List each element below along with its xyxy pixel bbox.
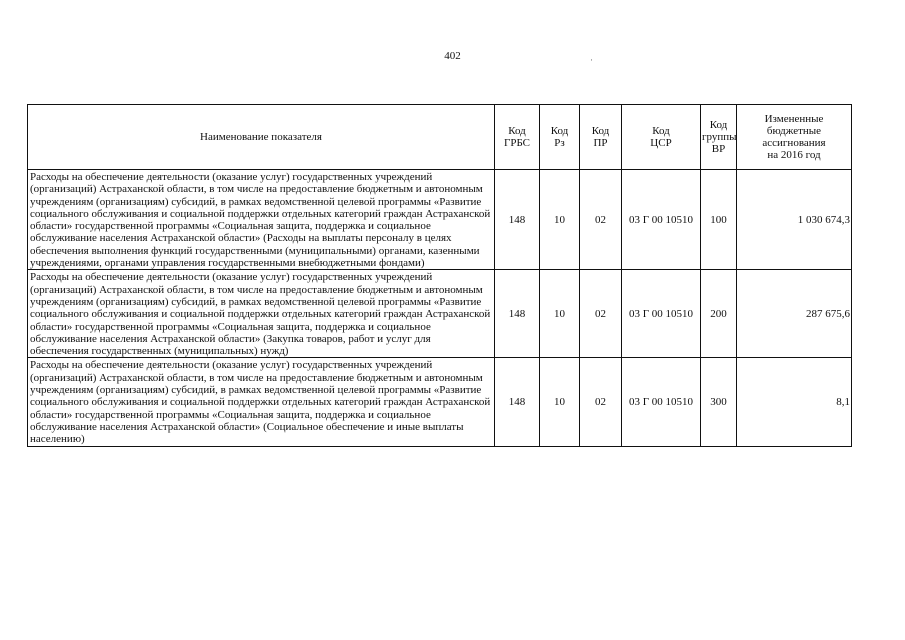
row-vr: 200 [701,270,737,358]
table-header-row [28,105,852,170]
row-description: Расходы на обеспечение деятельности (оказание услуг) государственных учреждений (организаций) Астраханской области, в том числе на предоставление бюджетным и автономным учреждениям (организациям) субсидий, в рамках ведомственной целевой программы «Развитие социального обслуживания и социальной поддержки отдельных категорий граждан Астраханской области» государственной программы «Социальная защита, поддержка и социальное обслуживание населения Астраханской области» (Закупка товаров, работ и услуг для обеспечения государственных (муниципальных) нужд) [28,270,495,358]
row-vr: 300 [701,358,737,446]
row-rz: 10 [540,170,580,270]
row-description: Расходы на обеспечение деятельности (оказание услуг) государственных учреждений (организаций) Астраханской области, в том числе на предоставление бюджетным и автономным учреждениям (организациям) субсидий, в рамках ведомственной целевой программы «Развитие социального обслуживания и социальной поддержки отдельных категорий граждан Астраханской области» государственной программы «Социальная защита, поддержка и социальное обслуживание населения Астраханской области» (Расходы на выплаты персоналу в целях обеспечения выполнения функций государственными (муниципальными) органами, казенными учреждениями, органами управления государственными внебюджетными фондами) [28,170,495,270]
row-grbs: 148 [495,270,540,358]
row-grbs: 148 [495,358,540,446]
row-csr: 03 Г 00 10510 [622,358,701,446]
row-amount: 1 030 674,3 [737,170,852,270]
row-pr: 02 [580,170,622,270]
row-description: Расходы на обеспечение деятельности (оказание услуг) государственных учреждений (организаций) Астраханской области, в том числе на предоставление бюджетным и автономным учреждениям (организациям) субсидий, в рамках ведомственной целевой программы «Развитие социального обслуживания и социальной поддержки отдельных категорий граждан Астраханской области» государственной программы «Социальная защита, поддержка и социальное обслуживание населения Астраханской области» (Социальное обеспечение и иные выплаты населению) [28,358,495,446]
row-amount: 8,1 [737,358,852,446]
row-rz: 10 [540,270,580,358]
page-number: 402 [444,50,461,62]
row-rz: 10 [540,358,580,446]
row-grbs: 148 [495,170,540,270]
row-csr: 03 Г 00 10510 [622,270,701,358]
header-csr: Код ЦСР [622,105,701,170]
stray-mark: · [590,55,593,65]
table-row [28,270,852,358]
header-name: Наименование показателя [28,105,495,170]
row-amount: 287 675,6 [737,270,852,358]
budget-table [27,104,852,447]
header-vr: Код группы ВР [701,105,737,170]
header-pr: Код ПР [580,105,622,170]
row-pr: 02 [580,270,622,358]
row-vr: 100 [701,170,737,270]
header-amount: Измененные бюджетные ассигнования на 2016 год [737,105,852,170]
table-row [28,358,852,446]
header-grbs: Код ГРБС [495,105,540,170]
table-row [28,170,852,270]
header-rz: Код Рз [540,105,580,170]
row-csr: 03 Г 00 10510 [622,170,701,270]
row-pr: 02 [580,358,622,446]
